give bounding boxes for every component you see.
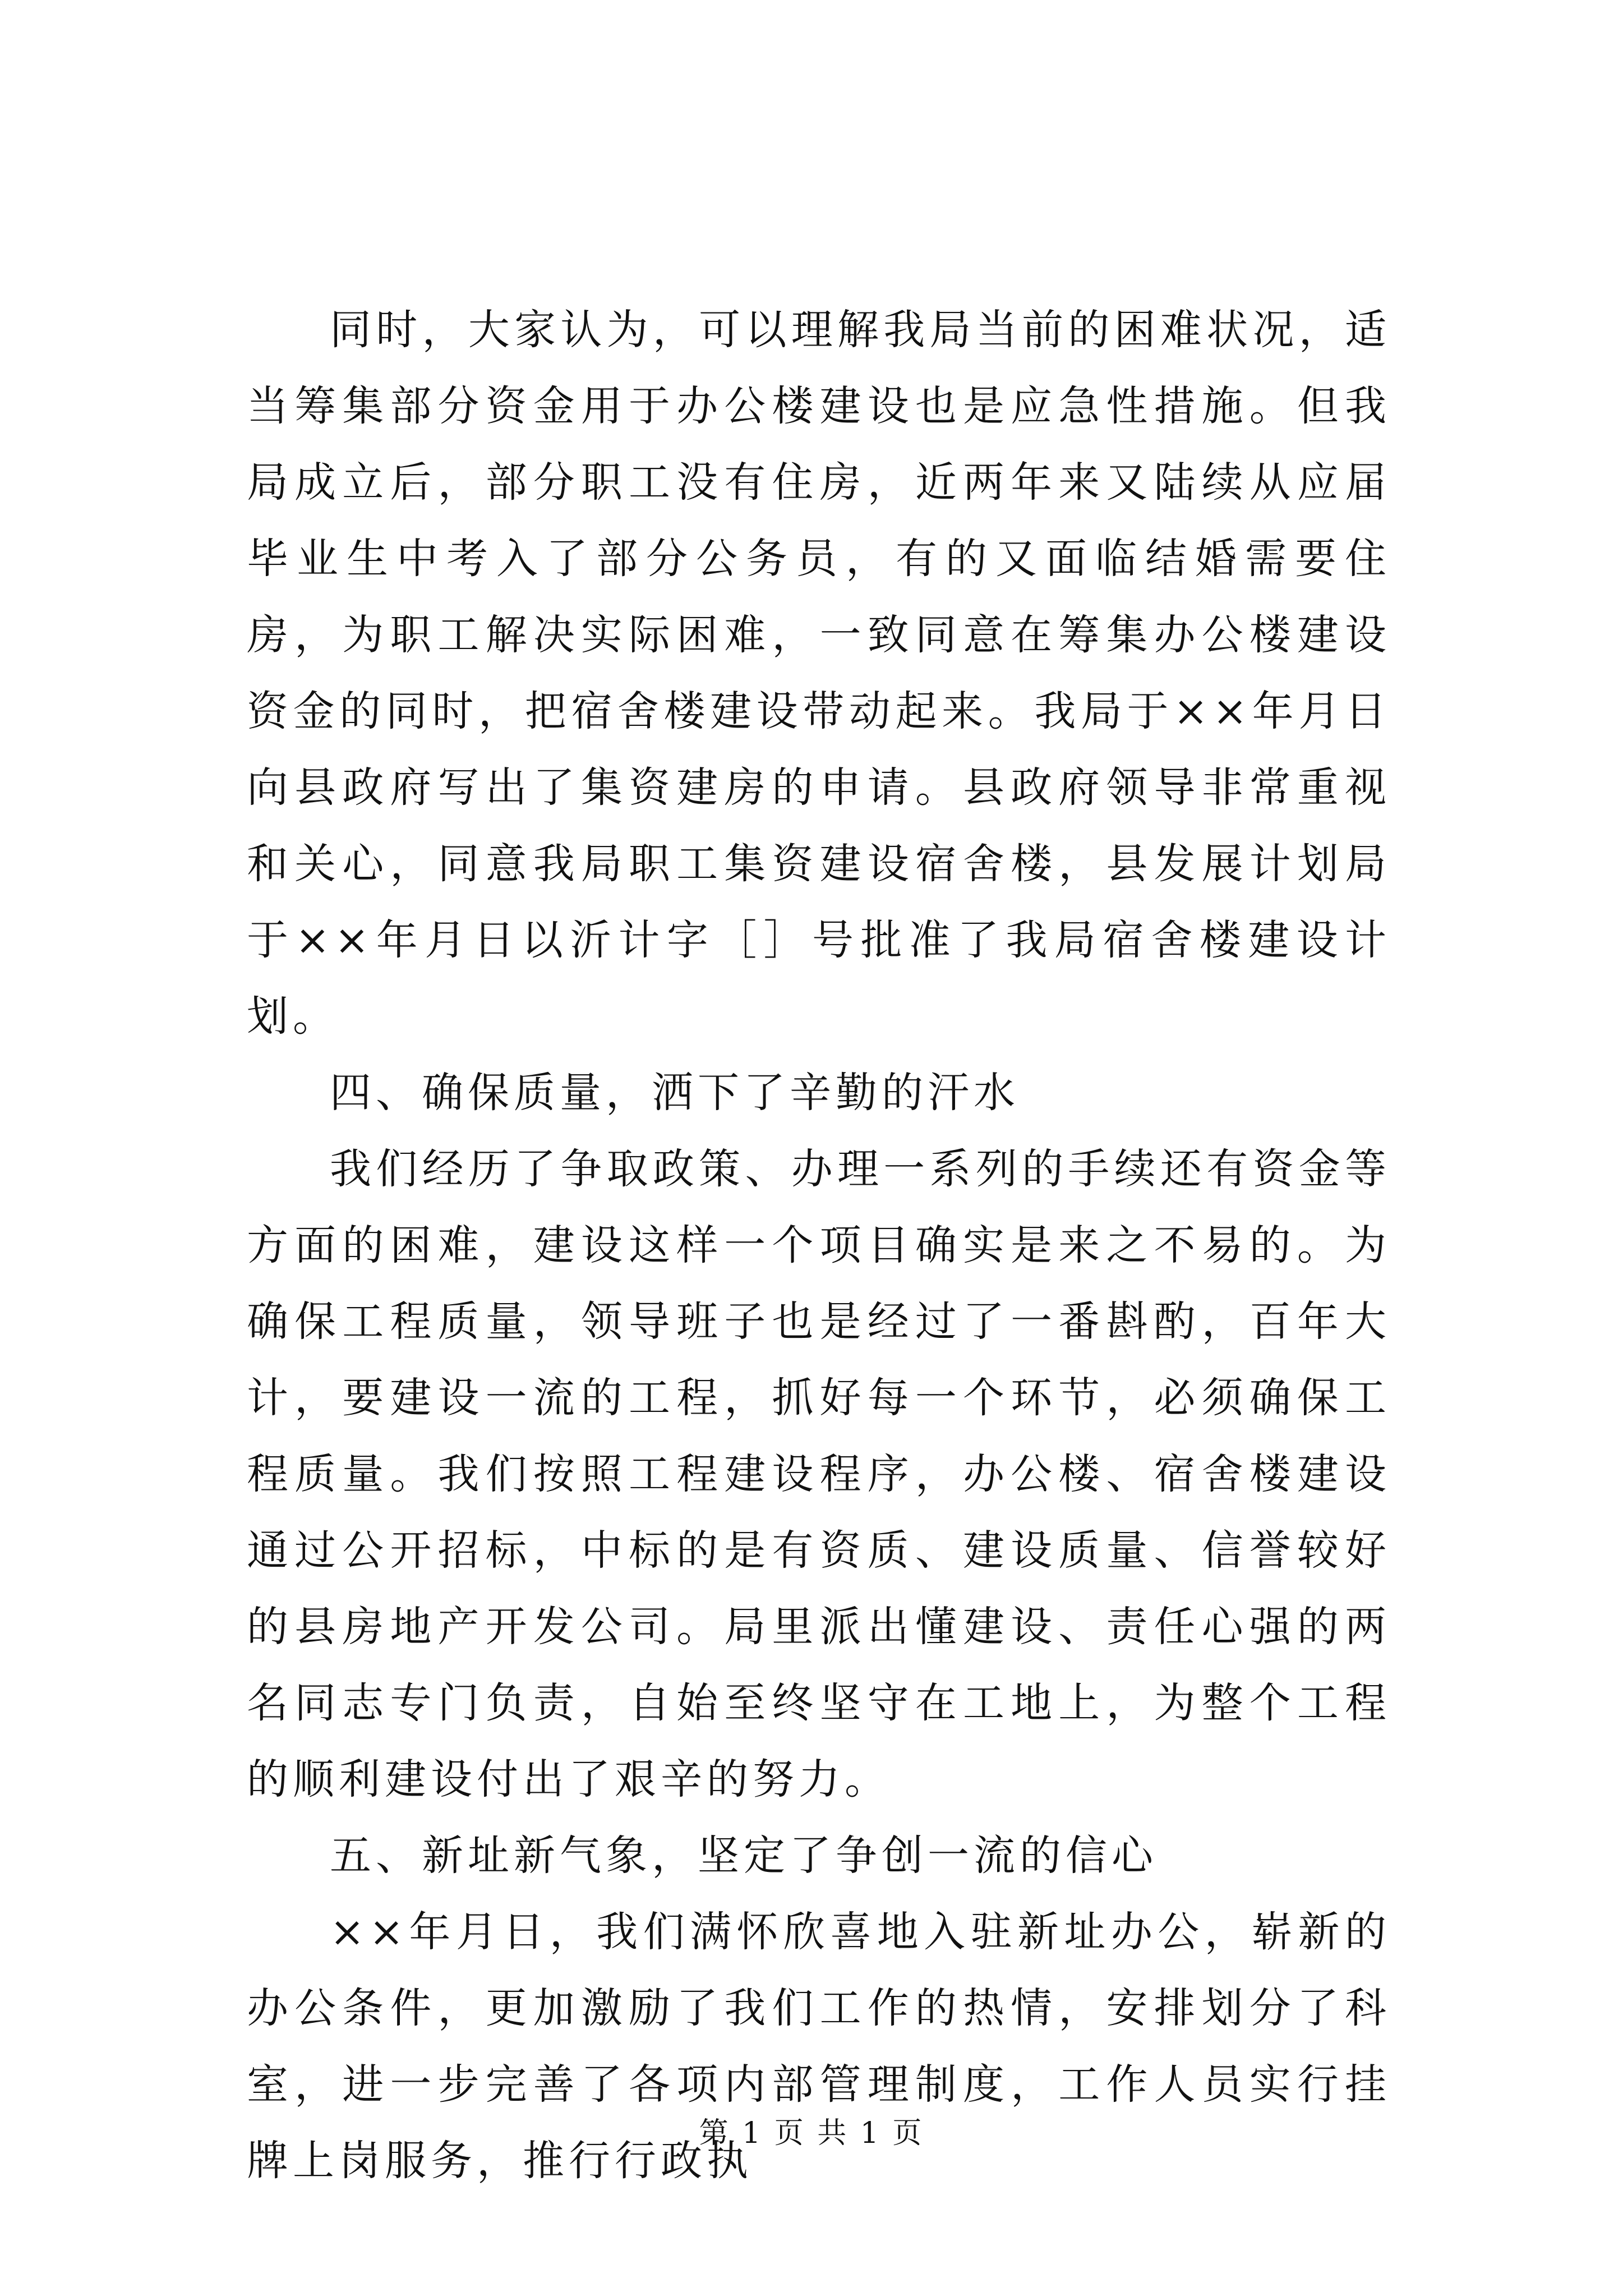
- page-number-footer: 第 1 页 共 1 页: [699, 2116, 924, 2150]
- paragraph-new-site: ××年月日，我们满怀欣喜地入驻新址办公，崭新的办公条件，更加激励了我们工作的热情，安排划分了科室，进一步完善了各项内部管理制度，工作人员实行挂牌上岗服务，推行行政执: [247, 1908, 1391, 2185]
- paragraph-construction-quality: 我们经历了争取政策、办理一系列的手续还有资金等方面的困难，建设这样一个项目确实是来之不易的。为确保工程质量，领导班子也是经过了一番斟酌，百年大计，要建设一流的工程，抓好每一个环节，必须确保工程质量。我们按照工程建设程序，办公楼、宿舍楼建设通过公开招标，中标的是有资质、建设质量、信誉较好的县房地产开发公司。局里派出懂建设、责任心强的两名同志专门负责，自始至终坚守在工地上，为整个工程的顺利建设付出了艰辛的努力。: [247, 1145, 1391, 1803]
- document-body: [247, 292, 1391, 2199]
- paragraph-housing-application: 同时，大家认为，可以理解我局当前的困难状况，适当筹集部分资金用于办公楼建设也是应急性措施。但我局成立后，部分职工没有住房，近两年来又陆续从应届毕业生中考入了部分公务员，有的又面临结婚需要住房，为职工解决实际困难，一致同意在筹集办公楼建设资金的同时，把宿舍楼建设带动起来。我局于××年月日向县政府写出了集资建房的申请。县政府领导非常重视和关心，同意我局职工集资建设宿舍楼，县发展计划局于××年月日以沂计字［］号批准了我局宿舍楼建设计划。: [247, 306, 1391, 1041]
- section-heading-new-site: 五、新址新气象，坚定了争创一流的信心: [330, 1832, 1158, 1880]
- section-heading-quality: 四、确保质量，洒下了辛勤的汗水: [330, 1069, 1020, 1117]
